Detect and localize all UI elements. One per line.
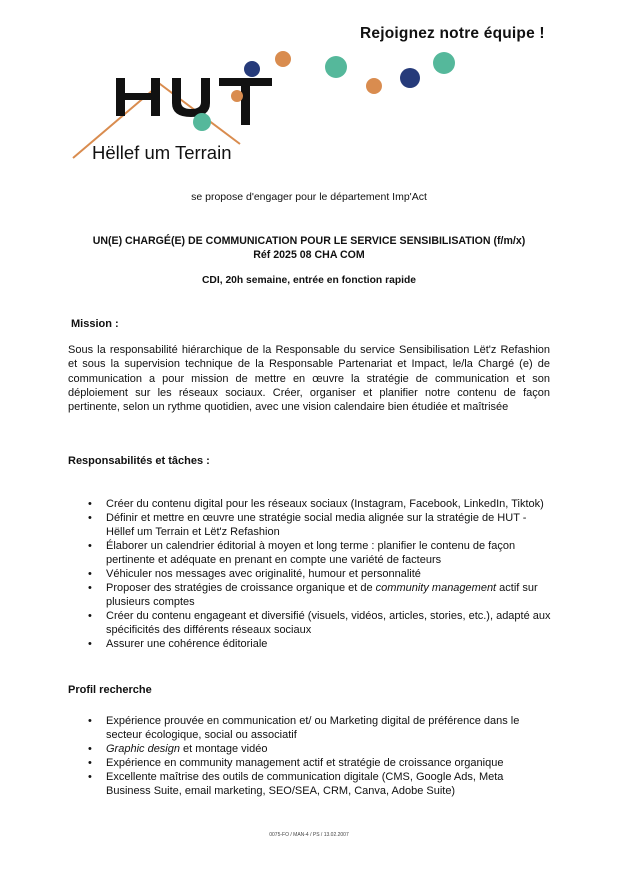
list-item-emphasis: community management — [375, 582, 497, 594]
contract-line: CDI, 20h semaine, entrée en fonction rapide — [201, 275, 416, 286]
job-title-block — [40, 235, 578, 262]
logo-dot-teal-2 — [433, 52, 455, 74]
logo-letter-u — [172, 78, 210, 117]
logo-dot-orange-1 — [275, 51, 291, 67]
logo-dot-orange-small — [231, 90, 243, 102]
job-title: UN(E) CHARGÉ(E) DE COMMUNICATION POUR LE SERVICE SENSIBILISATION (f/m/x) — [92, 235, 526, 247]
intro-line: se propose d'engager pour le département Imp'Act — [191, 191, 427, 203]
logo-letter-t-stem — [241, 78, 250, 125]
logo-dot-orange-2 — [366, 78, 382, 94]
document-footer-code: 0075-FO / MAN-4 / PS / 13.02.2007 — [269, 832, 349, 838]
profile-heading: Profil recherche — [68, 684, 152, 696]
logo-dot-navy-2 — [400, 68, 420, 88]
responsibilities-heading: Responsabilités et tâches : — [68, 455, 210, 467]
list-item-text: Proposer des stratégies de croissance organique et de — [106, 582, 376, 594]
list-item: • Définir et mettre en œuvre une stratégie social media alignée sur la stratégie de HUT - Hëllef um Terrain et Lët'z Refashion — [88, 511, 551, 539]
list-item: • Excellente maîtrise des outils de communication digitale (CMS, Google Ads, Meta Business Suite, email marketing, SEO/SEA, CRM, Canva, Adobe Suite) — [88, 770, 551, 798]
list-item: • Créer du contenu engageant et diversifié (visuels, vidéos, articles, stories, etc.), adapté aux spécificités des différents réseaux sociaux — [88, 609, 551, 637]
mission-heading: Mission : — [71, 318, 119, 330]
list-item-text: actif sur plusieurs comptes — [106, 582, 538, 608]
mission-text: Sous la responsabilité hiérarchique de la Responsable du service Sensibilisation Lët'z Refashion et sous la supervision technique de la Responsable Partenariat et Impact, le/la Chargé (e) de communication a pour mission de mettre en œuvre la stratégie de communication et son déploiement sur les réseaux sociaux. Créer, organiser et planifier notre contenu de façon pertinente, selon un rythme quotidien, avec une vision calendaire bien étudiée et maîtrisée — [68, 344, 550, 414]
job-reference: Réf 2025 08 CHA COM — [253, 248, 365, 261]
list-item: • Élaborer un calendrier éditorial à moyen et long terme : planifier le contenu de façon pertinente et adéquate en prenant en compte une variété de facteurs — [88, 539, 551, 567]
list-item: • Assurer une cohérence éditoriale — [88, 637, 551, 651]
hut-logo — [65, 48, 585, 168]
list-item — [88, 742, 551, 756]
logo-dot-teal-1 — [325, 56, 347, 78]
logo-subtitle: Hëllef um Terrain — [92, 142, 232, 163]
list-item — [88, 581, 551, 609]
profile-list — [88, 714, 551, 798]
logo-dot-teal-inner — [193, 113, 211, 131]
list-item-text: et montage vidéo — [180, 743, 268, 755]
list-item: • Expérience prouvée en communication et/ ou Marketing digital de préférence dans le secteur écologique, social ou associatif — [88, 714, 551, 742]
tagline: Rejoignez notre équipe ! — [360, 25, 545, 42]
responsibilities-list — [88, 497, 551, 651]
list-item: • Véhiculer nos messages avec originalité, humour et personnalité — [88, 567, 551, 581]
logo-letter-h-bar — [116, 93, 160, 100]
list-item: • Expérience en community management actif et stratégie de croissance organique — [88, 756, 551, 770]
list-item-emphasis: Graphic design — [106, 743, 180, 755]
logo-dot-navy-1 — [244, 61, 260, 77]
list-item: • Créer du contenu digital pour les réseaux sociaux (Instagram, Facebook, LinkedIn, Tiktok) — [88, 497, 551, 511]
